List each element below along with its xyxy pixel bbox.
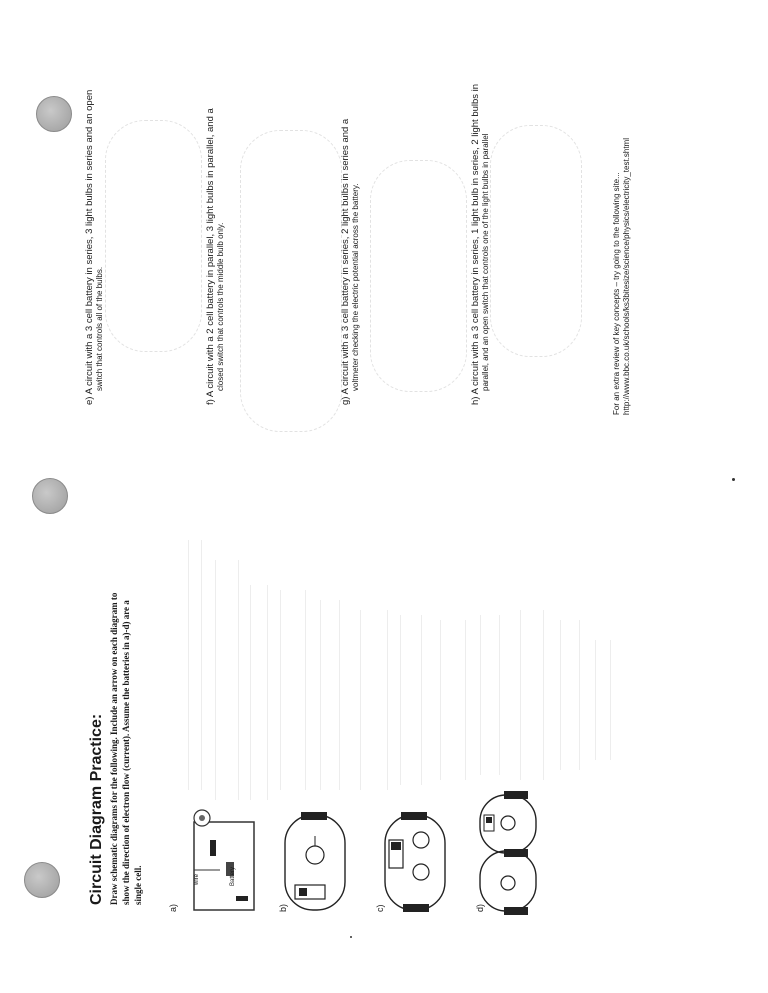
binder-hole-bottom — [24, 862, 60, 898]
question-h-label: h) — [470, 396, 481, 405]
question-f-line-2: closed switch that controls the middle bulb only. — [216, 222, 225, 391]
question-e-line-1: A circuit with a 3 cell battery in series, 3 light bulbs in series and an open — [84, 89, 95, 395]
instruction-line-2: show the direction of electron flow (current). Assume the batteries in a)-d) are a — [121, 600, 131, 905]
question-h-line-1: A circuit with a 3 cell battery in series, 1 light bulb in series, 2 light bulbs in — [470, 83, 481, 395]
question-h-line-2: parallel, and an open switch that controls one of the light bulbs in parallel — [481, 133, 490, 391]
footer-url[interactable]: http://www.bbc.co.uk/schools/ks3bitesize/science/physics/electricity_test.shtml — [622, 138, 631, 415]
speck — [350, 936, 352, 938]
question-g — [340, 119, 361, 405]
circuit-figure-c — [375, 800, 455, 920]
answer-space-e — [105, 120, 202, 352]
speck — [732, 478, 735, 481]
circuit-figure-d — [470, 785, 565, 920]
question-f-label: f) — [205, 399, 216, 405]
instruction-line-3: single cell. — [133, 865, 143, 905]
footer-line-1: For an extra review of key concepts – try going to the following site... — [612, 172, 621, 415]
question-c-label: c) — [375, 904, 385, 912]
question-a-label: a) — [168, 903, 178, 912]
binder-hole-middle — [32, 478, 68, 514]
question-g-line-2: voltmeter checking the electric potential across the battery. — [351, 183, 360, 391]
binder-hole-top — [36, 96, 72, 132]
question-f — [205, 108, 226, 405]
question-b-label: b) — [278, 903, 288, 912]
question-f-line-1: A circuit with a 2 cell battery in parallel, 3 light bulbs in parallel, and a — [205, 108, 216, 398]
instructions — [108, 593, 144, 905]
figure-a-label-wire: wire — [194, 873, 200, 885]
question-h — [470, 84, 491, 405]
question-e-label: e) — [84, 396, 95, 405]
instruction-line-1: Draw schematic diagrams for the following. Include an arrow on each diagram to — [109, 592, 119, 905]
question-e-line-2: switch that controls all of the bulbs. — [95, 266, 104, 391]
answer-space-g — [370, 160, 467, 392]
question-e — [84, 90, 105, 405]
circuit-figure-a — [180, 800, 260, 920]
circuit-figure-b — [275, 800, 355, 920]
question-g-label: g) — [340, 396, 351, 405]
question-g-line-1: A circuit with a 3 cell battery in series, 2 light bulbs in series and a — [340, 118, 351, 395]
answer-space-f — [240, 130, 342, 432]
answer-space-h — [490, 125, 582, 357]
question-d-label: d) — [475, 903, 485, 912]
footer — [612, 138, 632, 415]
figure-a-label-battery: Battery — [230, 866, 236, 886]
page-title: Circuit Diagram Practice: — [88, 713, 105, 905]
